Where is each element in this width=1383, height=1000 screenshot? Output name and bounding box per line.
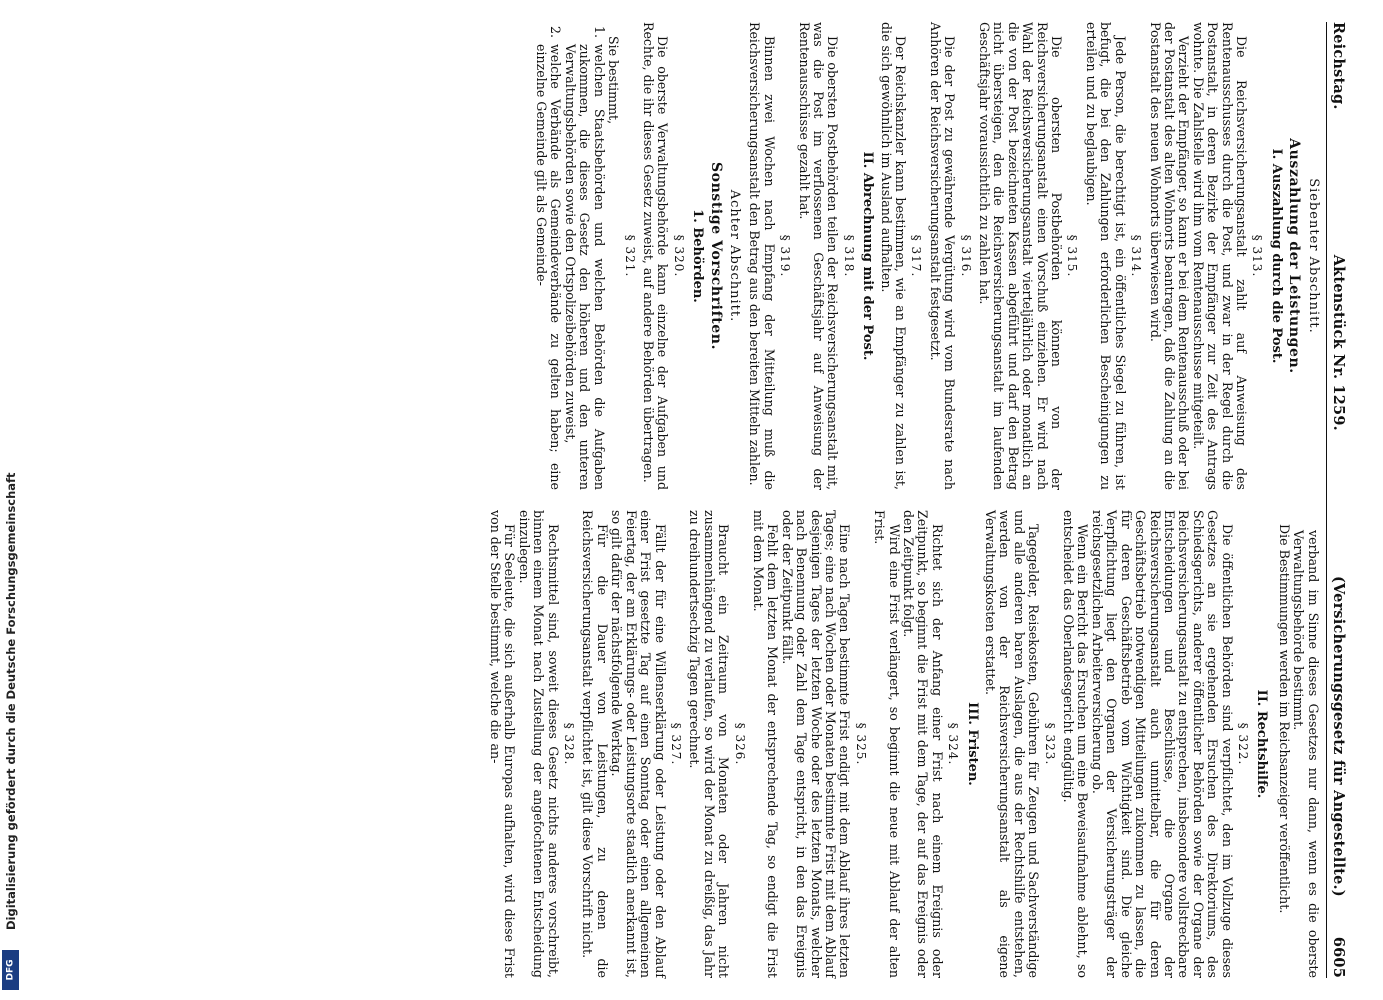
paragraph-text: Die oberste Verwaltungsbehörde kann einzelne der Aufgaben und Rechte, die ihr dieses Gesetz zuweist, auf andere Behörden übertragen. [640, 22, 671, 490]
paragraph-text: Für die Dauer von Leistungen, zu denen die Reichsversicherungsanstalt verpflichtet ist, gilt diese Vorschrift nicht. [580, 510, 610, 978]
page-number: 6605 [1330, 936, 1347, 978]
header-left: Reichstag. [1330, 22, 1347, 110]
paragraph-text: Wenn ein Bericht das Ersuchen um eine Beweisaufnahme ablehnt, so entscheidet das Oberlandesgericht endgültig. [1061, 510, 1091, 978]
digitization-sidebar [0, 0, 22, 1000]
paragraph-number: § 317. [909, 234, 924, 278]
paragraph-number: § 319. [778, 234, 793, 278]
paragraph-number: § 316. [958, 234, 973, 278]
paragraph-number: § 315. [1065, 234, 1080, 278]
list-number: 1. [591, 25, 607, 38]
left-column [488, 22, 1320, 490]
digitization-note: Digitalisierung gefördert durch die Deutsche Forschungsgemeinschaft [4, 472, 18, 930]
paragraph-text: Der Reichskanzler kann bestimmen, wie an Empfänger zu zahlen ist, die sich gewöhnlich im Ausland aufhalten. [878, 22, 909, 490]
header-right: (Versicherungsgesetz für Angestellte.) [1330, 575, 1347, 897]
paragraph-number: § 324. [946, 722, 961, 766]
paragraph-text: Wird eine Frist verlängert, so beginnt die neue mit Ablauf der alten Frist. [872, 510, 902, 978]
section-heading: 1. Behörden. [690, 209, 706, 303]
paragraph-number: § 321. [622, 234, 637, 278]
list-text: welche Verbände als Gemeindeverbände zu gelten haben; eine einzelne Gemeinde gilt als Gemeinde- [534, 44, 564, 490]
paragraph-number: § 326. [732, 722, 747, 766]
paragraph-text: Fehlt dem letzten Monat der entsprechende Tag, so endigt die Frist mit dem Monat. [750, 510, 781, 978]
paragraph-text: verband im Sinne dieses Gesetzes nur dann, wenn es die oberste Verwaltungsbehörde bestimmt. [1291, 530, 1321, 978]
part-title: Sonstige Vorschriften. [707, 161, 724, 351]
page-header [1326, 22, 1345, 978]
paragraph-text: Die der Post zu gewährende Vergütung wird vom Bundesrate nach Anhören der Reichsversicherungsanstalt festgesetzt. [927, 22, 958, 490]
paragraph-text: Richtet sich der Anfang einer Frist nach einem Ereignis oder Zeitpunkt, so beginnt die Frist mit dem Tage, der auf das Ereignis oder den Zeitpunkt folgt. [901, 510, 945, 978]
paragraph-number: § 322. [1235, 722, 1250, 766]
paragraph-text: Die obersten Postbehörden teilen der Reichsversicherungsanstalt mit, was die Post im verflossenen Geschäftsjahr auf Anweisung der Rentenausschüsse gezahlt hat. [796, 22, 841, 490]
section-heading: II. Rechtshilfe. [1254, 689, 1270, 799]
part-heading: Achter Abschnitt. [726, 189, 742, 323]
paragraph-text: Sie bestimmt, [606, 36, 622, 125]
paragraph-number: § 323. [1042, 722, 1057, 766]
paragraph-number: § 325. [853, 722, 868, 766]
paragraph-number: § 320. [671, 234, 686, 278]
paragraph-text: Die Bestimmungen werden im Reichsanzeiger veröffentlicht. [1276, 524, 1292, 914]
paragraph-text: Die Reichsversicherungsanstalt zahlt auf Anweisung des Rentenausschusses durch die Post, und zwar in der Regel durch die Postanstalt, in deren Bezirke der Empfänger zur Zeit des Antrags wohnte. Die Zahlstelle wird ihm vom Rentenausschusse mitgeteilt. [1190, 22, 1249, 490]
paragraph-text: Die obersten Postbehörden können von der Reichsversicherungsanstalt einen Vorschuß einziehen. Er wird nach Wahl der Reichsversicherungsanstalt vierteljährlich oder monatlich an die von der Post bezeichneten Kassen abgeführt und darf den Betrag nicht übersteigen, den die Reichsversicherungsanstalt im laufenden Geschäftsjahr voraussichtlich zu zahlen hat. [977, 22, 1065, 490]
dfg-logo-text: DFG [5, 959, 16, 981]
list-item [534, 22, 563, 490]
paragraph-text: Jede Person, die berechtigt ist, ein öffentliches Siegel zu führen, ist befugt, die bei den Zahlungen erforderlichen Bescheinigungen zu erteilen und zu beglaubigen. [1083, 22, 1128, 490]
paragraph-text: Rechtsmittel sind, soweit dieses Gesetz nichts anderes vorschreibt, binnen einem Monat nach Zustellung der angefochtenen Entscheidung einzulegen. [516, 510, 561, 978]
paragraph-text: Fällt der für eine Willenserklärung oder Leistung oder den Ablauf einer Frist gesetzte Tag auf einen Sonntag oder einen allgemeinen Feiertag, der am Erklärungs- oder Leistungsorte staatlich anerkannt ist, so gilt dafür der nächstfolgende Werktag. [609, 510, 668, 978]
paragraph-number: § 314. [1129, 234, 1144, 278]
paragraph-text: Für Seeleute, die sich außerhalb Europas aufhalten, wird diese Frist von der Stelle bestimmt, welche die an- [488, 510, 518, 978]
paragraph-number: § 313. [1250, 234, 1265, 278]
right-column [488, 510, 1320, 978]
document-page-frame [22, 0, 1383, 1000]
paragraph-number: § 327. [668, 722, 683, 766]
paragraph-number: § 328. [562, 722, 577, 766]
paragraph-text: Tagegelder, Reisekosten, Gebühren für Zeugen und Sachverständige und alle anderen baren Auslagen, die aus der Rechtshilfe entstehen, werden von der Reichsversicherungsanstalt als eigene Verwaltungskosten erstattet. [983, 510, 1042, 978]
list-text: welchen Staatsbehörden und welchen Behörden die Aufgaben zukommen, die dieses Gesetz den höheren und den unteren Verwaltungsbehörden sowie den Ortspolizeibehörden zuweist, [562, 44, 607, 490]
paragraph-number: § 318. [841, 234, 856, 278]
columns [488, 22, 1320, 978]
paragraph-text: Binnen zwei Wochen nach Empfang der Mitteilung muß die Reichsversicherungsanstalt den Betrag aus den bereiten Mitteln zahlen. [747, 22, 777, 490]
paragraph-text: Eine nach Tagen bestimmte Frist endigt mit dem Ablauf ihres letzten Tages; eine nach Wochen oder Monaten bestimmte Frist mit dem Ablauf desjenigen Tages der letzten Woche oder des letzten Monats, welcher nach Benennung oder Zahl dem Tage entspricht, in den das Ereignis oder der Zeitpunkt fällt. [779, 510, 853, 978]
list-item [563, 22, 606, 490]
section-heading: III. Fristen. [964, 702, 980, 786]
header-center: Aktenstück Nr. 1259. [1330, 254, 1347, 431]
chapter-title: Auszahlung der Leistungen. [1286, 138, 1303, 374]
paragraph-text: Verzieht der Empfänger, so kann er bei dem Rentenausschuß oder bei der Postanstalt des alten Wohnorts beantragen, daß die Zahlung an die Postanstalt des neuen Wohnorts überwiesen wird. [1147, 22, 1192, 490]
paragraph-text: Die öffentlichen Behörden sind verpflichtet, den im Vollzuge dieses Gesetzes an sie ergehenden Ersuchen des Direktoriums, des Schiedsgerichts, anderer öffentlicher Behörden sowie der Organe der Reichsversicherungsanstalt zu entsprechen, insbesondere vollstreckbare Entscheidungen und Beschlüsse, die Organe der Reichsversicherungsanstalt auch unmittelbar, die für deren Geschäftsbetrieb notwendigen Mitteilungen zukommen zu lassen, die für deren Geschäftsbetrieb vom Wichtigkeit sind. Die gleiche Verpflichtung liegt den Organen der Versicherungsträger der reichsgesetzlichen Arbeiterversicherung ob. [1089, 510, 1235, 978]
section-heading: II. Abrechnung mit der Post. [860, 151, 876, 361]
section-heading: I. Auszahlung durch die Post. [1268, 148, 1284, 364]
list-number: 2. [548, 25, 564, 38]
paragraph-text: Braucht ein Zeitraum von Monaten oder Jahren nicht zusammenhängend zu verlaufen, so wird der Monat zu dreißig, das Jahr zu dreihundertsechzig Tagen gerechnet. [687, 510, 732, 978]
document-page [22, 0, 1383, 1000]
dfg-logo [2, 950, 19, 990]
chapter-heading: Siebenter Abschnitt. [1305, 178, 1321, 334]
